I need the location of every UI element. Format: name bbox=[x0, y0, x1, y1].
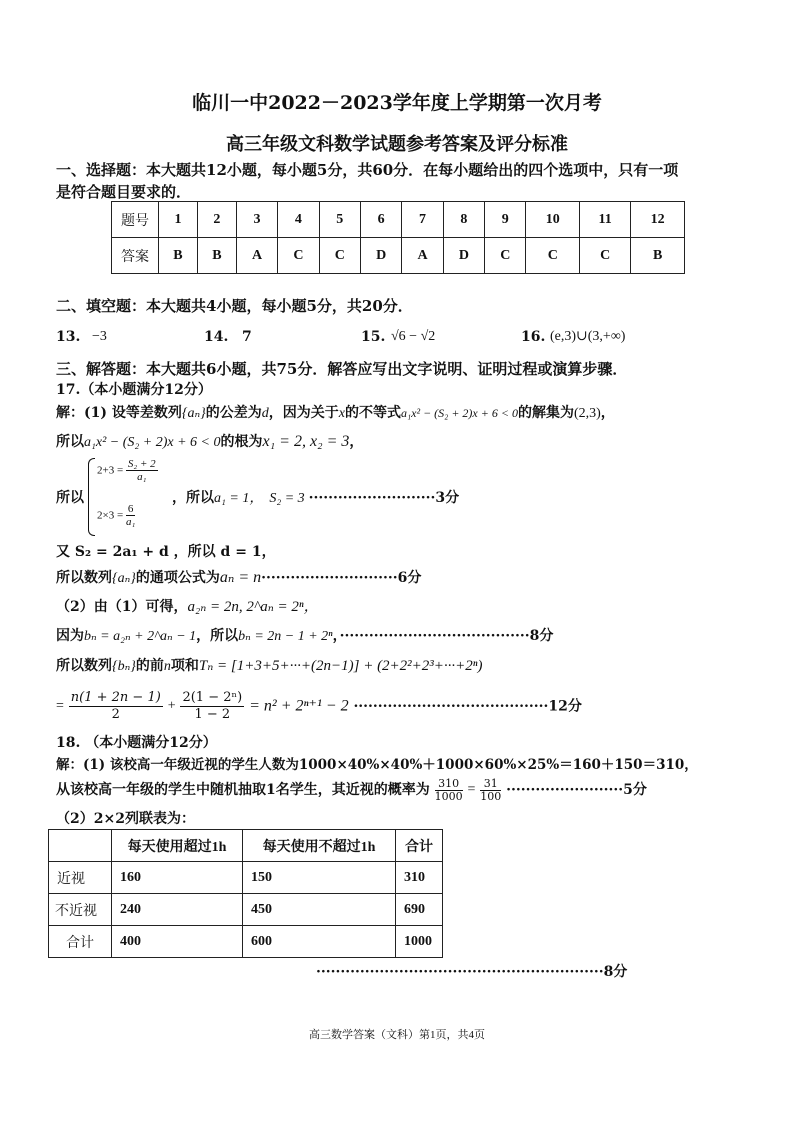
q17-eq-sign: = bbox=[56, 698, 64, 714]
page-subtitle: 高三年级文科数学试题参考答案及评分标准 bbox=[226, 134, 568, 155]
q17-frac2-num: 2(1 − 2ⁿ) bbox=[182, 690, 243, 705]
contingency-row-label: 近视 bbox=[49, 862, 112, 894]
answer-table-number: 1 bbox=[159, 202, 198, 238]
contingency-row-label: 合计 bbox=[49, 926, 112, 958]
contingency-cell: 150 bbox=[243, 862, 396, 894]
q17-system-eq2 bbox=[97, 503, 135, 528]
section2-heading: 二、填空题：本大题共4小题，每小题5分，共20分． bbox=[56, 297, 413, 315]
q17-eq2-den: a₁ bbox=[126, 516, 136, 528]
q17-line1-text: ，因为关于 bbox=[268, 405, 339, 421]
q17-eq2-num: 6 bbox=[127, 503, 134, 515]
q18-eq-sign: = bbox=[467, 782, 476, 797]
q17-line1-text: 的不等式 bbox=[344, 405, 401, 421]
q14-answer: 7 bbox=[242, 329, 252, 345]
q17-eq1-den: a₁ bbox=[137, 471, 147, 483]
q13-answer: −3 bbox=[92, 329, 107, 344]
q17-eq2-left: 2×3 = bbox=[97, 509, 124, 522]
contingency-cell: 450 bbox=[243, 894, 396, 926]
q17-frac1-num: n(1 + 2n − 1) bbox=[70, 690, 161, 705]
contingency-header: 每天使用不超过1h bbox=[243, 830, 396, 862]
q18-line2 bbox=[56, 776, 647, 804]
q18-line2-text: 从该校高一年级的学生中随机抽取1名学生，其近视的概率为 bbox=[56, 782, 430, 798]
page-title: 临川一中2022－2023学年度上学期第一次月考 bbox=[192, 92, 602, 114]
q17-system-text: ，所以 bbox=[172, 490, 214, 506]
contingency-cell: 240 bbox=[112, 894, 243, 926]
q17-tn-result: = n² + 2ⁿ⁺¹ − 2 bbox=[249, 697, 349, 715]
answer-table-answer: A bbox=[236, 238, 277, 274]
q17-general-term: aₙ = n bbox=[219, 569, 262, 586]
q17-d: d bbox=[261, 406, 269, 421]
q17-seq-a: {aₙ} bbox=[181, 406, 206, 421]
score-12: ········································12分 bbox=[353, 698, 582, 715]
q17-line5 bbox=[56, 569, 421, 588]
contingency-header-row bbox=[49, 830, 443, 862]
q17-eq2-fraction bbox=[126, 503, 136, 528]
q17-system-label: 所以 bbox=[56, 490, 84, 506]
q16-number: 16. bbox=[521, 329, 546, 345]
q17-line4: 又 S₂ = 2a₁ + d ，所以 d = 1， bbox=[56, 544, 276, 560]
q17-line5-text: 的通项公式为 bbox=[135, 570, 220, 586]
answer-table-answer: C bbox=[526, 238, 580, 274]
answer-table-number: 12 bbox=[631, 202, 685, 238]
contingency-row bbox=[49, 926, 443, 958]
q17-roots: x₁ = 2, x₂ = 3 bbox=[262, 433, 350, 450]
page-footer: 高三数学答案（文科）第1页，共4页 bbox=[309, 1029, 485, 1041]
answer-table-number: 4 bbox=[278, 202, 319, 238]
q18-frac1-num: 310 bbox=[435, 778, 463, 791]
q17-line5-text: 所以数列 bbox=[56, 570, 112, 586]
q17-s2: S₂ = 3 bbox=[269, 491, 305, 506]
q18-frac2-num: 31 bbox=[480, 778, 501, 791]
score-6: ····························6分 bbox=[261, 570, 422, 586]
q17-tn: Tₙ = [1+3+5+···+(2n−1)] + (2+2²+2³+···+2ⁿ) bbox=[198, 658, 483, 674]
answer-table-header-number: 题号 bbox=[112, 202, 159, 238]
score-8-q18: ···························································8分 bbox=[316, 964, 628, 980]
contingency-cell: 690 bbox=[396, 894, 443, 926]
q17-line6-text: （2）由（1）可得， bbox=[56, 599, 188, 615]
contingency-cell: 310 bbox=[396, 862, 443, 894]
q17-eq1-fraction bbox=[126, 458, 158, 483]
q18-frac2-den: 100 bbox=[480, 789, 502, 803]
q17-seq-a-2: {aₙ} bbox=[112, 571, 136, 586]
score-3: ··························3分 bbox=[308, 490, 460, 506]
section1-line2: 是符合题目要求的． bbox=[56, 183, 192, 201]
q18-fraction-2 bbox=[480, 778, 501, 803]
q17-line2-text: 的根为 bbox=[220, 434, 263, 450]
contingency-cell: 1000 bbox=[396, 926, 443, 958]
q17-line8-text: 项和 bbox=[170, 658, 199, 674]
answer-table-answer: C bbox=[580, 238, 631, 274]
contingency-table bbox=[48, 829, 443, 958]
answer-table bbox=[111, 201, 685, 274]
contingency-cell: 160 bbox=[112, 862, 243, 894]
answer-table-number: 6 bbox=[360, 202, 401, 238]
q17-line8-text: 所以数列 bbox=[56, 658, 112, 674]
q17-bn: bₙ = 2n − 1 + 2ⁿ bbox=[238, 629, 333, 644]
q17-line1-text: 的公差为 bbox=[205, 405, 262, 421]
q17-system-brace bbox=[88, 458, 95, 536]
q17-n: n bbox=[163, 659, 171, 674]
q15-number: 15. bbox=[361, 329, 386, 345]
answer-table-answer: B bbox=[197, 238, 236, 274]
q17-line1-text: 解：(1) 设等差数列 bbox=[56, 405, 182, 421]
section3-heading: 三、解答题：本大题共6小题，共75分．解答应写出文字说明、证明过程或演算步骤． bbox=[56, 360, 628, 378]
q17-inequality: a₁x² − (S₂ + 2)x + 6 < 0 bbox=[400, 406, 518, 420]
q17-eq1-left: 2+3 = bbox=[97, 464, 124, 477]
contingency-row bbox=[49, 862, 443, 894]
q17-a1: a₁ = 1， bbox=[214, 491, 264, 506]
contingency-row bbox=[49, 894, 443, 926]
fill-answers-row bbox=[56, 328, 756, 348]
answer-table-answer: B bbox=[159, 238, 198, 274]
answer-table-number: 8 bbox=[443, 202, 484, 238]
q17-line1-text: 的解集为 bbox=[517, 405, 574, 421]
answer-table-answer: B bbox=[631, 238, 685, 274]
contingency-header: 合计 bbox=[396, 830, 443, 862]
answer-table-number: 11 bbox=[580, 202, 631, 238]
contingency-row-label: 不近视 bbox=[49, 894, 112, 926]
q17-solution-set: (2,3) bbox=[573, 406, 601, 421]
score-5: ························5分 bbox=[506, 782, 647, 798]
q18-heading: 18. （本小题满分12分） bbox=[56, 735, 217, 751]
contingency-header bbox=[49, 830, 112, 862]
answer-table-answer-row bbox=[112, 238, 685, 274]
q17-line6 bbox=[56, 598, 319, 616]
q17-frac1-den: 2 bbox=[111, 707, 120, 722]
q17-fraction-1 bbox=[69, 690, 163, 723]
q17-line2-text: 所以 bbox=[56, 434, 84, 450]
q17-fraction-2 bbox=[180, 690, 244, 723]
q17-line7 bbox=[56, 627, 553, 646]
q17-line2: 所以a₁x² − (S₂ + 2)x + 6 < 0的根为x₁ = 2, x₂ = 3， bbox=[56, 433, 364, 450]
q14-number: 14. bbox=[204, 329, 229, 345]
answer-table-answer: D bbox=[443, 238, 484, 274]
q17-line1: 解：(1) 设等差数列{aₙ}的公差为d，因为关于x的不等式a₁x² − (S₂ + 2)x + 6 < 0的解集为(2,3)， bbox=[56, 405, 615, 421]
answer-table-header-answer: 答案 bbox=[112, 238, 159, 274]
q17-line9 bbox=[56, 690, 582, 723]
answer-table-answer: C bbox=[319, 238, 360, 274]
q17-line8 bbox=[56, 657, 483, 676]
q17-line7-text: 因为 bbox=[56, 628, 84, 644]
q17-x: x bbox=[338, 406, 345, 421]
answer-table-number: 9 bbox=[485, 202, 526, 238]
q17-seq-b: {bₙ} bbox=[112, 659, 136, 674]
answer-table-number: 5 bbox=[319, 202, 360, 238]
q17-heading: 17.（本小题满分12分） bbox=[56, 382, 212, 398]
answer-table-answer: C bbox=[278, 238, 319, 274]
q18-line3: （2）2×2列联表为： bbox=[56, 811, 195, 827]
q17-frac2-den: 1 − 2 bbox=[194, 707, 231, 722]
q17-line8-text: 的前 bbox=[135, 658, 164, 674]
q18-fraction-1 bbox=[435, 778, 463, 803]
answer-table-number: 3 bbox=[236, 202, 277, 238]
q17-plus: + bbox=[167, 698, 176, 714]
q17-system-eq1 bbox=[97, 458, 158, 483]
q16-answer: (e,3)∪(3,+∞) bbox=[550, 329, 626, 344]
q18-frac1-den: 1000 bbox=[434, 789, 463, 803]
contingency-header: 每天使用超过1h bbox=[112, 830, 243, 862]
q17-eq1-num: S₂ + 2 bbox=[127, 458, 156, 470]
answer-table-answer: A bbox=[402, 238, 443, 274]
q17-inequality-2: a₁x² − (S₂ + 2)x + 6 < 0 bbox=[84, 435, 221, 450]
q17-line7-text: ，所以 bbox=[196, 628, 239, 644]
answer-table-number: 2 bbox=[197, 202, 236, 238]
answer-table-number-row bbox=[112, 202, 685, 238]
answer-table-number: 7 bbox=[402, 202, 443, 238]
answer-table-answer: D bbox=[360, 238, 401, 274]
q17-a2n: a₂ₙ = 2n, 2^aₙ = 2ⁿ， bbox=[187, 599, 319, 615]
q17-bn-def: bₙ = a₂ₙ + 2^aₙ − 1 bbox=[84, 629, 197, 644]
contingency-cell: 600 bbox=[243, 926, 396, 958]
q15-answer: √6 − √2 bbox=[391, 329, 436, 344]
section1-line1: 一、选择题：本大题共12小题，每小题5分，共60分．在每小题给出的四个选项中，只有一项 bbox=[56, 161, 679, 179]
answer-table-answer: C bbox=[485, 238, 526, 274]
score-8: ，·······································8分 bbox=[332, 628, 554, 644]
answer-table-number: 10 bbox=[526, 202, 580, 238]
q18-line1: 解：(1) 该校高一年级近视的学生人数为1000×40%×40%＋1000×60%×25%＝160＋150＝310， bbox=[56, 757, 698, 773]
q13-number: 13. bbox=[56, 329, 81, 345]
contingency-cell: 400 bbox=[112, 926, 243, 958]
q17-system-result bbox=[172, 489, 459, 508]
